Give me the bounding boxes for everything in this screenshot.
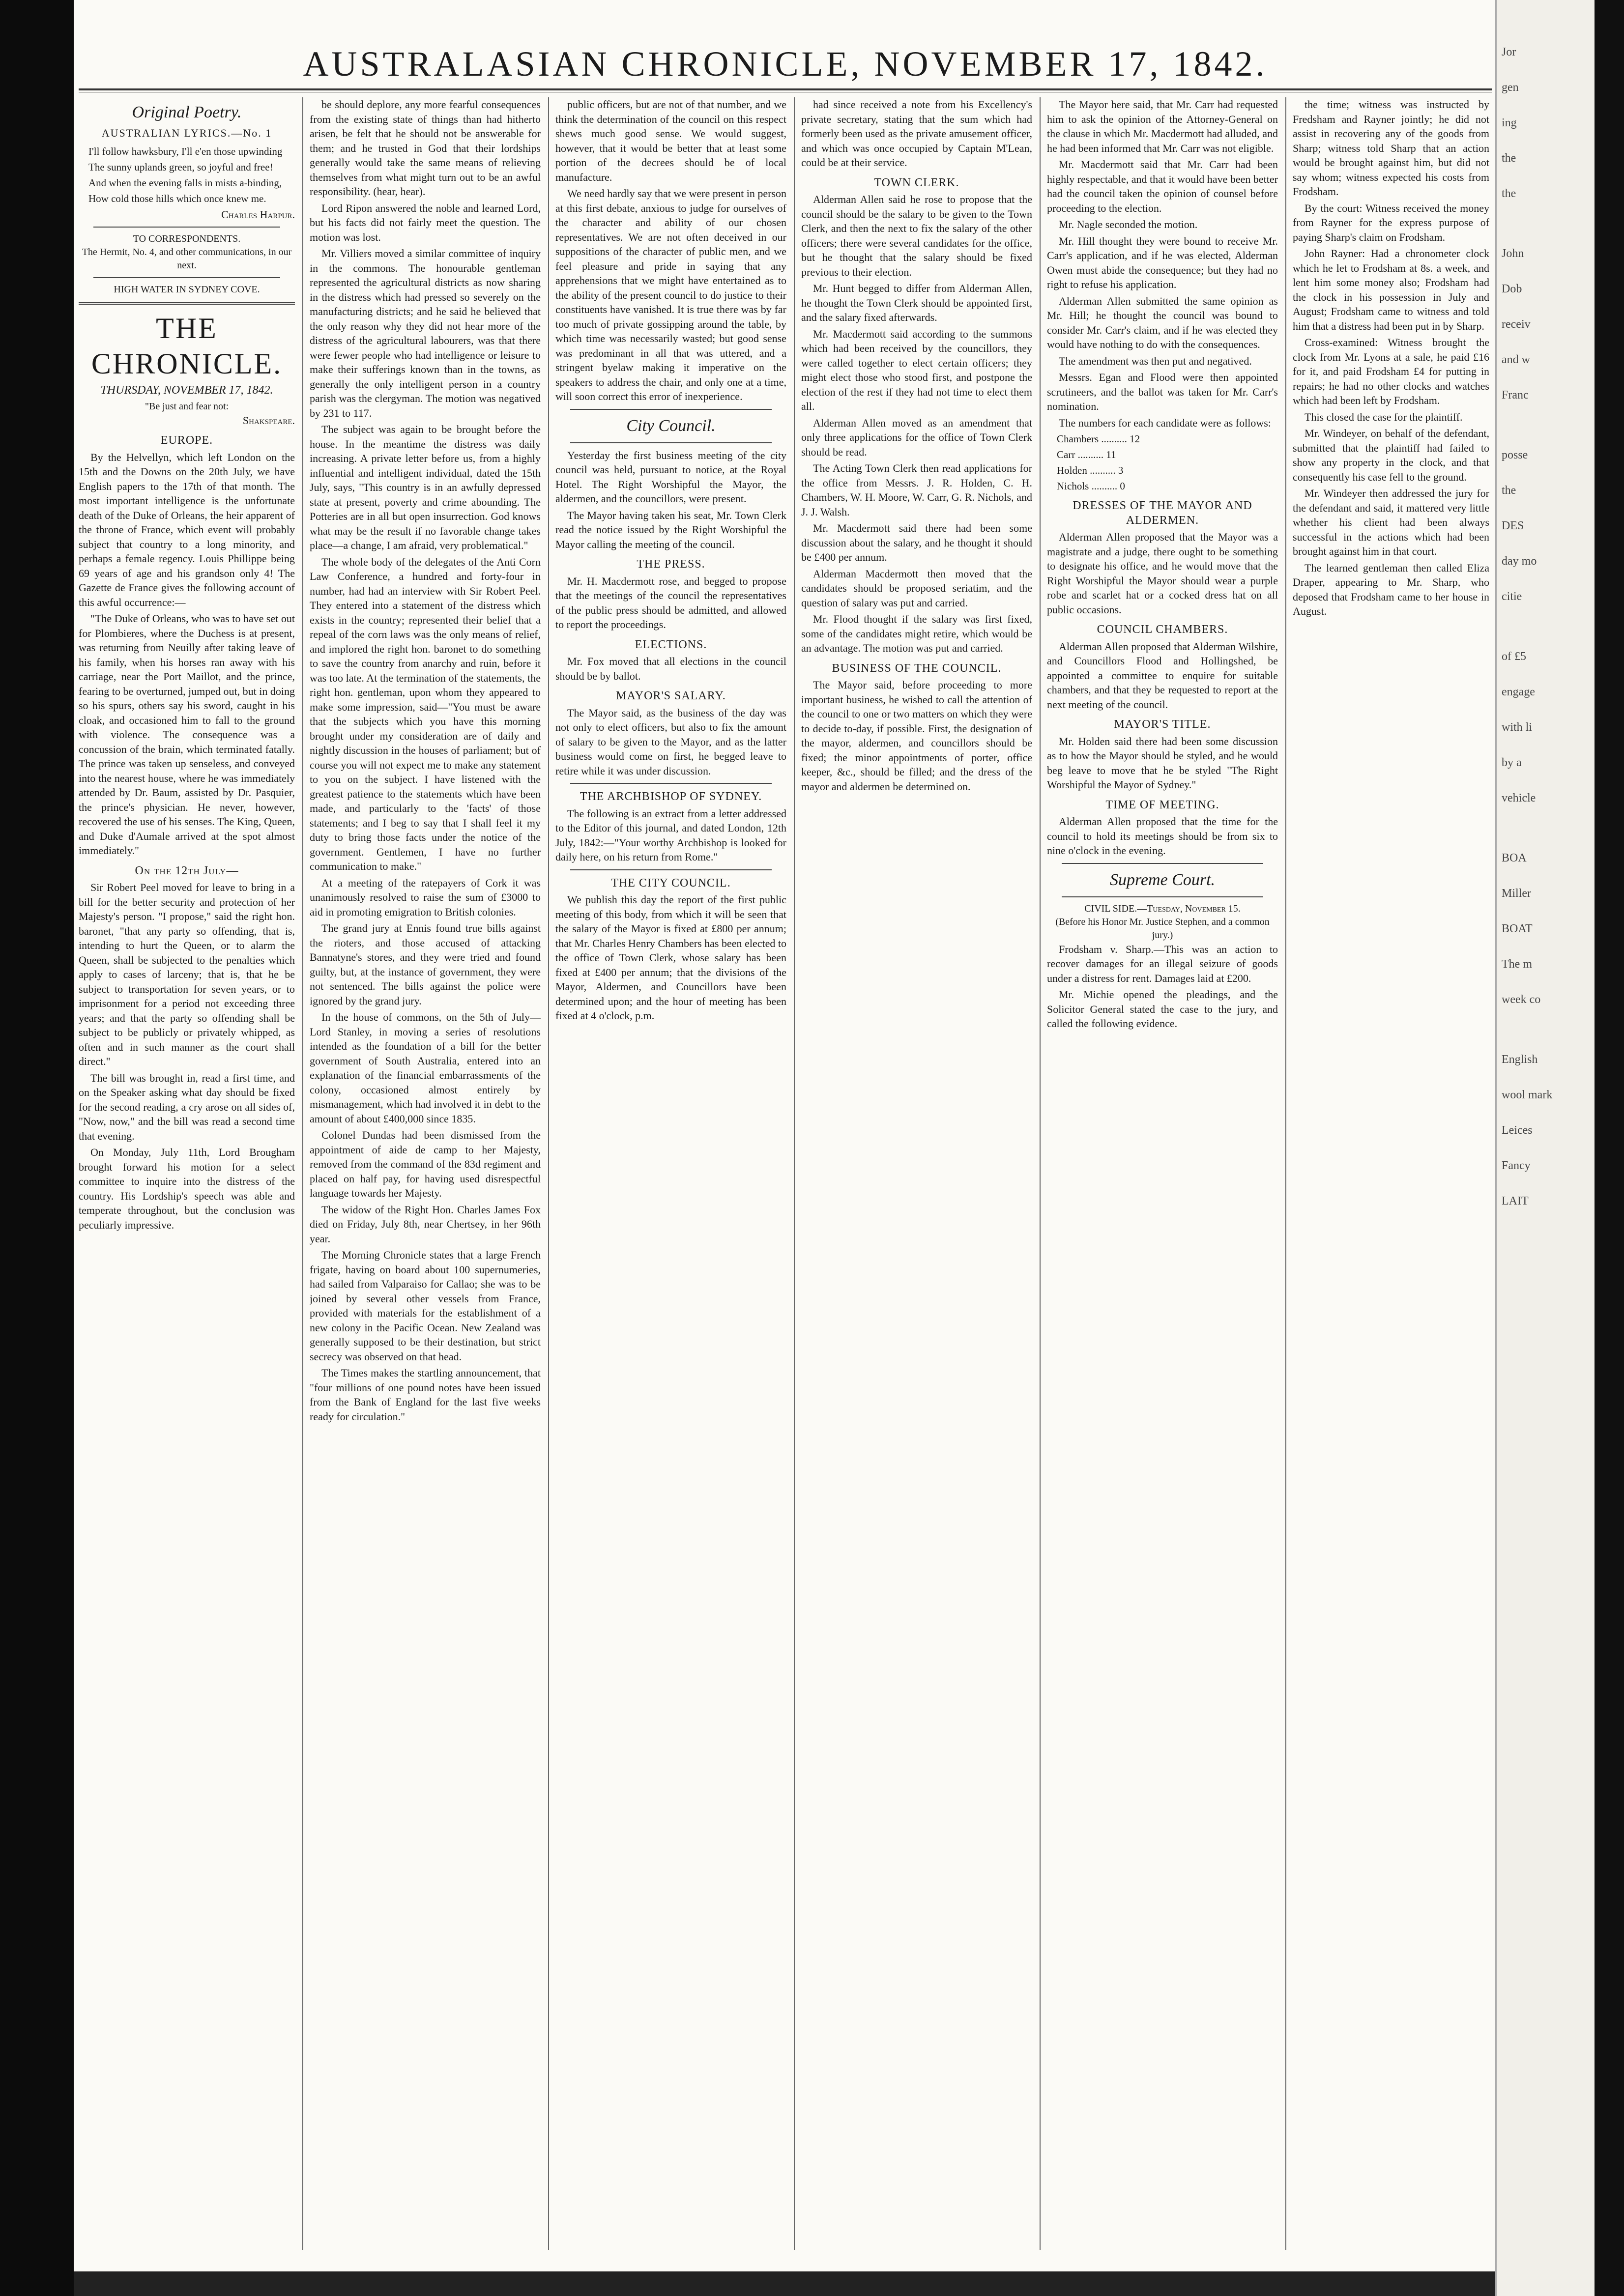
edge-fragment: and w: [1502, 353, 1530, 366]
article-paragraph: public officers, but are not of that number, and we think the determination of the council on this respect shews much good sense. We would suggest, however, that it would be better that at least some portion of the decrees should be of local manufacture.: [555, 98, 786, 183]
masthead-rule: [79, 88, 1492, 92]
motto: "Be just and fear not:: [145, 401, 229, 412]
article-paragraph: The learned gentleman then called Eliza Draper, appearing to Mr. Sharp, who deposed that Frodsham came to her house in August.: [1293, 561, 1489, 617]
article-paragraph: Alderman Allen submitted the same opinion as Mr. Hill; he thought the council was bound to consider Mr. Carr's claim, and if he was elected they would have nothing to do with the consequences.: [1047, 294, 1278, 350]
article-paragraph: The bill was brought in, read a first time, and on the Speaker asking what day should be fixed for the second reading, a cry arose on all sides of, "Now, now," and the bill was read a second time that evening.: [79, 1071, 295, 1142]
adjacent-page-edge: [1495, 0, 1596, 2296]
article-paragraph: Alderman Macdermott then moved that the candidates should be proposed seriatim, and the question of salary was put and carried.: [801, 567, 1032, 609]
divider: [1062, 896, 1263, 897]
edge-fragment: week co: [1502, 993, 1541, 1006]
subheading-council-chambers: COUNCIL CHAMBERS.: [1097, 623, 1228, 636]
article-paragraph: Alderman Allen proposed that the Mayor was a magistrate and a judge, there ought to be something to designate his office, and he would move that the Right Worshipful the Mayor should wear a purple robe and scarlet hat or a cocked dress hat on all public occasions.: [1047, 531, 1278, 616]
article-paragraph: Colonel Dundas had been dismissed from the appointment of aide de camp to her Majesty, removed from the command of the 83d regiment and placed on half pay, for having used disrespectful language towards her Majesty.: [310, 1129, 541, 1199]
result-row: Carr .......... 11: [1057, 449, 1116, 460]
edge-fragment: Leices: [1502, 1124, 1533, 1137]
subheading-town-clerk: TOWN CLERK.: [874, 176, 959, 189]
column-4: [801, 97, 1032, 2250]
result-row: Nichols .......... 0: [1057, 480, 1125, 492]
divider: [1062, 863, 1263, 864]
article-paragraph: Mr. Windeyer, on behalf of the defendant, submitted that the plaintiff had failed to show any property in the clock, and that consequently his case fell to the ground.: [1293, 427, 1489, 483]
article-paragraph: Mr. Flood thought if the salary was first fixed, some of the candidates might retire, which would be an advantage. The motion was put and carried.: [801, 613, 1032, 654]
article-paragraph: Alderman Allen said he rose to propose that the council should be the salary to be given to the Town Clerk, and then the next to fix the salary of the other officers; there were several candidates for the office, but he thought that the salary should be fixed previous to their election.: [801, 193, 1032, 278]
tide-heading: HIGH WATER IN SYDNEY COVE.: [114, 284, 260, 295]
correspondents-heading: TO CORRESPONDENTS.: [133, 233, 241, 244]
article-paragraph: Mr. Michie opened the pleadings, and the Solicitor General stated the case to the jury, and called the following evidence.: [1047, 988, 1278, 1030]
article-paragraph: John Rayner: Had a chronometer clock which he let to Frodsham at 8s. a week, and lent him some money also; Frodsham had the clock in his possession in July and August; Frodsham came to witness and told him that a distress had been put in by Sharp.: [1293, 247, 1489, 332]
edge-fragment: citie: [1502, 590, 1522, 603]
results-heading: The numbers for each candidate were as follows:: [1059, 416, 1271, 429]
poem-title: AUSTRALIAN LYRICS.—No. 1: [101, 127, 272, 139]
edge-fragment: BOA: [1502, 852, 1527, 864]
subheading-dresses: DRESSES OF THE MAYOR AND ALDERMEN.: [1073, 499, 1252, 527]
correspondents-text: The Hermit, No. 4, and other communications, in our next.: [82, 247, 292, 271]
edge-fragment: Dob: [1502, 283, 1522, 295]
article-paragraph: Mr. Macdermott said there had been some discussion about the salary, and he thought it should be £400 per annum.: [801, 522, 1032, 563]
edge-fragment: engage: [1502, 686, 1535, 698]
edge-fragment: Fancy: [1502, 1159, 1531, 1172]
edge-fragment: day mo: [1502, 555, 1537, 568]
article-paragraph: Alderman Allen proposed that the time for the council to hold its meetings should be from six to nine o'clock in the evening.: [1047, 815, 1278, 857]
article-paragraph: Mr. Windeyer then addressed the jury for the defendant and said, it mattered very little whether his client had been always successful in the actions which had been brought against him in that court.: [1293, 487, 1489, 557]
article-paragraph: Mr. H. Macdermott rose, and begged to propose that the meetings of the council the representatives of the public press should be admitted, and allowed to report the proceedings.: [555, 574, 786, 631]
subheading-mayors-title: MAYOR'S TITLE.: [1114, 718, 1211, 731]
column-5: [1047, 97, 1278, 2250]
edge-fragment: by a: [1502, 756, 1522, 769]
article-paragraph: Alderman Allen proposed that Alderman Wilshire, and Councillors Flood and Hollingshed, be appointed a committee to enquire for suitable chambers, and that they be requested to report at the next meeting of the council.: [1047, 640, 1278, 711]
europe-heading: EUROPE.: [160, 434, 213, 447]
column-rule: [548, 97, 549, 2250]
article-paragraph: Mr. Fox moved that all elections in the council should be by ballot.: [555, 655, 786, 682]
article-paragraph: The subject was again to be brought before the house. In the meantime the distress was daily increasing. A private letter before us, from a highly influential and intelligent individual, dated the 15th July, says, "This country is in an awfully depressed state at present, poverty and crime abounding. The Potteries are in all but open insurrection. God knows what may be the result if no favorable change takes place—a change, I am afraid, very problematical.": [310, 423, 541, 551]
article-paragraph: The Times makes the startling announcement, that "four millions of one pound notes have been issued from the Bank of England for the last five weeks ready for circulation.": [310, 1367, 541, 1423]
column-1: [79, 97, 295, 2250]
edge-fragment: Jor: [1502, 46, 1516, 58]
edge-fragment: the: [1502, 152, 1516, 165]
section-title-poetry: Original Poetry.: [132, 103, 242, 121]
article-paragraph: The amendment was then put and negatived.: [1059, 354, 1252, 367]
edge-fragment: Miller: [1502, 887, 1531, 900]
article-paragraph: Mr. Macdermott said that Mr. Carr had been highly respectable, and that it would have been better had the council taken the opinion of counsel before proceeding to the election.: [1047, 158, 1278, 214]
poem-signature: Charles Harpur.: [221, 208, 295, 221]
divider: [570, 783, 772, 784]
poem-line: The sunny uplands green, so joyful and free!: [88, 161, 273, 173]
section-title-supreme-court: Supreme Court.: [1109, 870, 1216, 889]
article-paragraph: The Mayor said, as the business of the day was not only to elect officers, but also to fix the amount of salary to be given to the Mayor, and as the latter business would come on first, he begged leave to retire while it was under discussion.: [555, 706, 786, 777]
article-paragraph: The following is an extract from a letter addressed to the Editor of this journal, and dated London, 12th July, 1842:—"Your worthy Archbishop is looked for daily here, on his return from Rome.": [555, 807, 786, 863]
edge-fragment: the: [1502, 484, 1516, 497]
article-paragraph: The grand jury at Ennis found true bills against the rioters, and those accused of attacking Bannatyne's stores, and they were tried and found guilty, but, at the instance of government, they were not sentenced. The bills against the police were ignored by the grand jury.: [310, 922, 541, 1007]
article-paragraph: Lord Ripon answered the noble and learned Lord, but his facts did not fairly meet the question. The motion was lost.: [310, 201, 541, 243]
article-paragraph: The widow of the Right Hon. Charles James Fox died on Friday, July 8th, near Chertsey, in her 96th year.: [310, 1203, 541, 1245]
edge-fragment: English: [1502, 1053, 1538, 1066]
edge-fragment: gen: [1502, 81, 1519, 94]
article-paragraph: We need hardly say that we were present in person at this first debate, anxious to judge for ourselves of the character and ability of our chosen representatives. We are not often deceived in our suppositions of the character of public men, and we feel pleasure and pride in saying that any apprehensions that we might have entertained as to the ability of the present council to do justice to their constituents have vanished. It is true there was by far too much of private gossipping around the table, by which time was necessarily wasted; but good sense was predominant in all that was uttered, and a stringent byelaw making it imperative on the speakers to address the chair, and only one at a time, will soon correct this error of inexperience.: [555, 187, 786, 402]
article-paragraph: By the Helvellyn, which left London on the 15th and the Downs on the 20th July, we have English papers to the 17th of that month. The most important intelligence is the unfortunate death of the Duke of Orleans, the heir apparent of the throne of France, which event will probably subject that country to a long minority, and perhaps a female regency. Louis Phillippe being 69 years of age and his grandson only 4! The Gazette de France gives the following account of this awful occurrence:—: [79, 451, 295, 608]
edge-fragment: ing: [1502, 116, 1517, 129]
poem-line: How cold those hills which once knew me.: [88, 192, 266, 204]
article-paragraph: Mr. Holden said there had been some discussion as to how the Mayor should be styled, and he would beg leave to move that he be styled "The Right Worshipful the Mayor of Sydney.": [1047, 735, 1278, 791]
edge-fragment: John: [1502, 247, 1524, 260]
article-paragraph: The Mayor here said, that Mr. Carr had requested him to ask the opinion of the Attorney-General on the clause in which Mr. Macdermott had alluded, and he had been informed that Mr. Carr was not eligible.: [1047, 98, 1278, 154]
column-rule: [302, 97, 303, 2250]
article-paragraph: "The Duke of Orleans, who was to have set out for Plombieres, where the Duchess is at present, was returning from Neuilly after taking leave of his family, when his horses ran away with his carriage, near the Port Maillot, and the prince, fearing to be overturned, jumped out, but in doing so his spurs, others say his sword, caught in his cloak, and occasioned him to fall to the ground with violence. The consequence was a concussion of the brain, which terminated fatally. The prince was taken up senseless, and conveyed into the nearest house, where he was immediately attended by Dr. Baum, assisted by Dr. Pasquier, the prince's physician. He never, however, recovered the use of his senses. The King, Queen, and Duke d'Aumale arrived at the spot almost immediately.": [79, 612, 295, 857]
paper-title: THE CHRONICLE.: [91, 312, 283, 380]
poem-line: I'll follow hawksbury, I'll e'en those upwinding: [88, 145, 283, 157]
article-paragraph: The Mayor having taken his seat, Mr. Town Clerk read the notice issued by the Right Worshipful the Mayor calling the meeting of the council.: [555, 509, 786, 550]
edge-fragment: vehicle: [1502, 792, 1536, 804]
double-rule: [79, 302, 295, 305]
edge-fragment: DES: [1502, 519, 1524, 532]
edge-fragment: wool mark: [1502, 1089, 1553, 1101]
scan-right-margin: [1595, 0, 1624, 2296]
article-paragraph: In the house of commons, on the 5th of July— Lord Stanley, in moving a series of resolutions intended as the foundation of a bill for the better government of South Australia, entered into an explanation of the financial embarrassments of the colony, occasioned almost entirely by mismanagement, which had involved it in debt to the amount of about £400,000 since 1835.: [310, 1011, 541, 1125]
result-row: Chambers .......... 12: [1057, 433, 1140, 445]
column-3: [555, 97, 786, 2250]
edge-fragment: posse: [1502, 449, 1528, 461]
section-title-city-council: City Council.: [626, 416, 716, 435]
edge-fragment: the: [1502, 187, 1516, 200]
court-subheading-bench: (Before his Honor Mr. Justice Stephen, and a common jury.): [1055, 916, 1270, 941]
article-paragraph: On Monday, July 11th, Lord Brougham brought forward his motion for a select committee to inquire into the distress of the country. His Lordship's speech was able and temperate throughout, but the conclusion was peculiarly impressive.: [79, 1146, 295, 1231]
edge-fragment: of £5: [1502, 650, 1526, 663]
article-paragraph: At a meeting of the ratepayers of Cork it was unanimously resolved to raise the sum of £3000 to aid in promoting emigration to British colonies.: [310, 876, 541, 918]
article-paragraph: Mr. Villiers moved a similar committee of inquiry in the commons. The honourable gentleman represented the agricultural districts as now sharing in the distress which had pressed so severely on the manufacturing districts; and he said he believed that the only reason why they did not hear more of the distress of the agricultural labourers, was that there were fewer people who had intelligence or leisure to make their sufferings known than in the towns, as generally the only intelligent person in a country parish was the clergyman. The motion was negatived by 231 to 117.: [310, 247, 541, 419]
paper-date: THURSDAY, NOVEMBER 17, 1842.: [100, 384, 273, 397]
article-paragraph: Messrs. Egan and Flood were then appointed scrutineers, and the ballot was taken for Mr. Carr's nomination.: [1047, 371, 1278, 412]
article-paragraph: had since received a note from his Excellency's private secretary, stating that the sum which had formerly been used as the private amusement officer, and which was once occupied by Captain M'Lean, could be at their service.: [801, 98, 1032, 169]
date-heading: On the 12th July—: [135, 864, 239, 877]
article-paragraph: be should deplore, any more fearful consequences from the existing state of things than had hitherto arisen, be felt that he should not be answerable for them; and he trusted in God that their lordships generally would take the same means of relieving themselves from what might turn out to be an awful responsibility. (hear, hear).: [310, 98, 541, 198]
article-paragraph: Mr. Hunt begged to differ from Alderman Allen, he thought the Town Clerk should be appointed first, and the salary fixed afterwards.: [801, 282, 1032, 323]
column-6: [1293, 97, 1489, 2250]
article-paragraph: Yesterday the first business meeting of the city council was held, pursuant to notice, at the Royal Hotel. The Right Worshipful the Mayor, the aldermen, and the councillors, were present.: [555, 449, 786, 505]
motto-attribution: Shakspeare.: [242, 414, 295, 427]
article-paragraph: Mr. Macdermott said according to the summons which had been received by the councillors, they were called together to elect certain officers; they might elect those who stood first, and postpone the election of the rest if they had not time to elect them all.: [801, 327, 1032, 412]
masthead: AUSTRALASIAN CHRONICLE, NOVEMBER 17, 1842.: [303, 44, 1268, 84]
divider: [93, 227, 280, 228]
column-rule: [794, 97, 795, 2250]
edge-fragment: receiv: [1502, 318, 1531, 331]
columns: [79, 97, 1492, 2260]
article-paragraph: This closed the case for the plaintiff.: [1305, 410, 1463, 423]
newspaper-page: [79, 29, 1492, 2268]
subheading-business: BUSINESS OF THE COUNCIL.: [832, 661, 1002, 675]
column-rule: [1285, 97, 1286, 2250]
edge-fragment: Franc: [1502, 389, 1529, 402]
article-paragraph: Mr. Nagle seconded the motion.: [1059, 218, 1198, 230]
article-paragraph: Alderman Allen moved as an amendment that only three applications for the office of Town Clerk should be read.: [801, 416, 1032, 458]
article-paragraph: Sir Robert Peel moved for leave to bring in a bill for the better security and protection of her Majesty's person. "I propose," said the right hon. baronet, "that any party so offending, that is, intending to hurt the Queen, or to alarm the Queen, shall be subjected to the penalties which apply to cases of larceny; that is, that he be subject to transportation for seven years, or to imprisonment for a period not exceeding three years; and that the party so offending shall be subject to be publicly or privately whipped, as often and in such manner as the court shall direct.": [79, 881, 295, 1067]
subheading-press: THE PRESS.: [637, 558, 705, 571]
article-paragraph: The Morning Chronicle states that a large French frigate, having on board about 100 supernumeries, had sailed from Valparaiso for Callao; she was to be joined by several other vessels from France, provided with materials for the establishment of a new colony in the Pacific Ocean. New Zealand was generally supposed to be their destination, but strict secrecy was observed on that head.: [310, 1249, 541, 1363]
article-paragraph: Frodsham v. Sharp.—This was an action to recover damages for an illegal seizure of goods under a distress for rent. Damages laid at £200.: [1047, 943, 1278, 984]
article-paragraph: We publish this day the report of the first public meeting of this body, from which it will be seen that the salary of the Mayor is fixed at £800 per annum; that Mr. Charles Henry Chambers has been elected to the office of Town Clerk, whose salary has been fixed at £400 per annum; that the divisions of the Mayor, Aldermen, and Councillors have been determined upon; and the hour of meeting has been fixed at 4 o'clock, p.m.: [555, 893, 786, 1022]
subheading-elections: ELECTIONS.: [635, 638, 707, 651]
article-paragraph: The Mayor said, before proceeding to more important business, he wished to call the attention of the council to one or two matters on which they were to decide to-day, if possible. First, the designation of the mayor, aldermen, and councillors should be fixed; the minor appointments of porter, office keeper, &c., should be filled; and the dress of the mayor and aldermen be determined on.: [801, 679, 1032, 793]
edge-fragment: The m: [1502, 958, 1532, 971]
edge-fragment: LAIT: [1502, 1195, 1529, 1207]
article-paragraph: Cross-examined: Witness brought the clock from Mr. Lyons at a sale, he paid £16 for it, and paid Frodsham £4 for putting in repairs; he had no other clocks and watches which had been left by Frodsham.: [1293, 336, 1489, 406]
column-rule: [1040, 97, 1041, 2250]
article-paragraph: By the court: Witness received the money from Rayner for the express purpose of paying Sharp's claim on Frodsham.: [1293, 201, 1489, 243]
article-paragraph: The Acting Town Clerk then read applications for the office from Messrs. J. R. Holden, C. H. Chambers, W. H. Moore, W. Carr, G. R. Nichols, and J. J. Walsh.: [801, 462, 1032, 518]
edge-fragment: BOAT: [1502, 922, 1533, 935]
divider: [570, 869, 772, 870]
subheading-city-council: THE CITY COUNCIL.: [611, 876, 731, 890]
subheading-time-of-meeting: TIME OF MEETING.: [1105, 798, 1219, 811]
article-paragraph: Mr. Hill thought they were bound to receive Mr. Carr's application, and if he was elected, Alderman Owen must abide the consequence; but they had no right to refuse his application.: [1047, 234, 1278, 290]
article-paragraph: The whole body of the delegates of the Anti Corn Law Conference, a hundred and forty-four in number, had had an interview with Sir Robert Peel. They entered into a statement of the distress which exists in the country; represented their belief that a repeal of the corn laws was the only means of relief, and implored the right hon. baronet to do something to save the country from anarchy and ruin, before it was too late. At the termination of the statements, the right hon. gentleman, upon whom they appeared to make some impression, said—"You must be aware that the subjects which you have this morning brought under my consideration are of daily and nightly discussion in the houses of parliament; but of course you will not expect me to make any statement to you on the subject. I have listened with the greatest patience to the statements which have been made, and particularly to the 'facts' of those statements; and I beg to say that I shall feel it my duty to bring those facts under the notice of the government. Gentlemen, I have no further communication to make.": [310, 555, 541, 872]
scan-bottom-margin: [74, 2271, 1495, 2296]
divider: [93, 277, 280, 278]
result-row: Holden .......... 3: [1057, 464, 1124, 476]
subheading-archbishop: THE ARCHBISHOP OF SYDNEY.: [580, 790, 762, 803]
divider: [570, 442, 772, 443]
column-2: [310, 97, 541, 2250]
subheading-mayors-salary: MAYOR'S SALARY.: [616, 689, 726, 702]
adjacent-page-fragments: [1497, 44, 1596, 1209]
article-paragraph: the time; witness was instructed by Fredsham and Rayner jointly; he did not assist in recovering any of the goods from Sharp; witness told Sharp that an action would be brought against him, but did not say whom; witness expected his costs from Frodsham.: [1293, 98, 1489, 198]
court-subheading: CIVIL SIDE.—Tuesday, November 15.: [1084, 903, 1241, 914]
divider: [570, 409, 772, 410]
scan-left-margin: [0, 0, 74, 2296]
poem-line: And when the evening falls in mists a-binding,: [88, 176, 282, 189]
edge-fragment: with li: [1502, 721, 1533, 734]
